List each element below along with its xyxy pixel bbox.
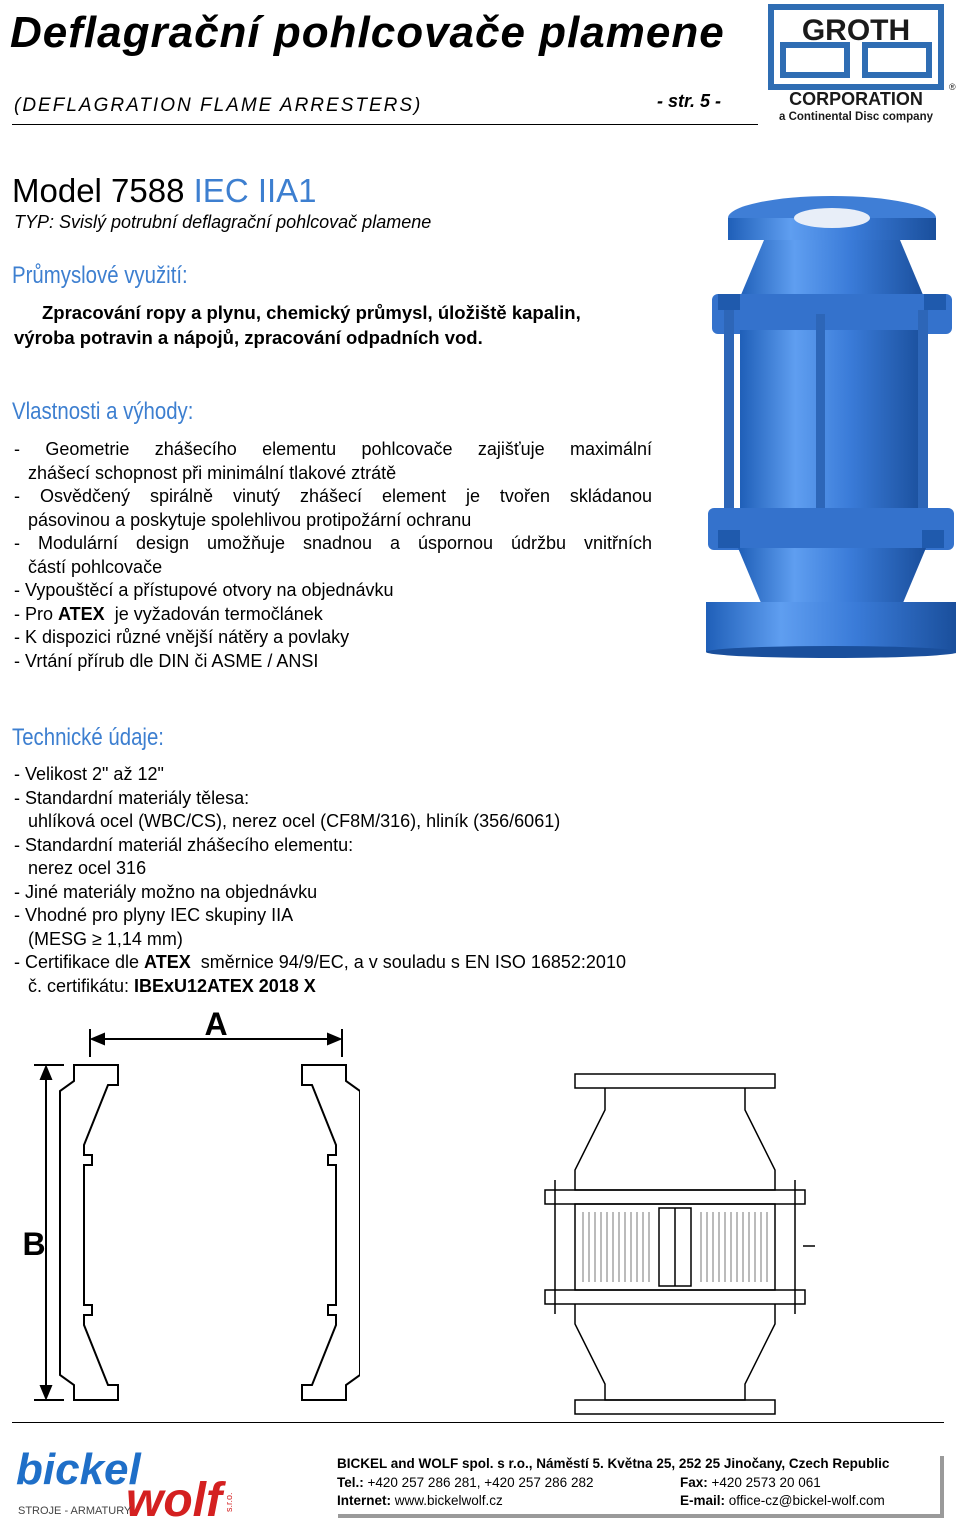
certificate-line [14,975,734,999]
technical-atex-prefix: - Certifikace dle [14,952,145,972]
technical-line: nerez ocel 316 [28,858,147,878]
page-number: - str. 5 - [657,91,722,111]
usage-heading: Průmyslové využití: [12,262,188,289]
feature-atex-suffix: je vyžadován termočlánek [104,603,323,624]
usage-text [14,300,654,350]
feature-line: zhášecí schopnost při minimální tlakové ztrátě [28,462,397,483]
feature-line: pásovinou a poskytuje spolehlivou protipožární ochranu [28,509,472,530]
logo-bickel-word: bickel [16,1445,141,1494]
feature-line: - Modulární design umožňuje snadnou a úspornou údržbu vnitřních [14,533,652,553]
feature-line: - Vypouštěcí a přístupové otvory na objednávku [14,580,394,600]
technical-atex-bold: ATEX [144,952,191,972]
technical-line: uhlíková ocel (WBC/CS), nerez ocel (CF8M/316), hliník (356/6061) [28,811,561,831]
footer-phone [337,1475,593,1490]
feature-line-atex [14,603,652,627]
model-type: TYP: Svislý potrubní deflagrační pohlcovač plamene [14,212,432,232]
technical-line-atex [14,951,734,975]
groth-logo [766,2,956,124]
document-subtitle: (DEFLAGRATION FLAME ARRESTERS) [14,95,423,116]
technical-list [14,763,734,998]
technical-atex-suffix: směrnice 94/9/EC, a v souladu s EN ISO 16852:2010 [190,952,626,972]
technical-line: - Vhodné pro plyny IEC skupiny IIA [14,905,294,925]
footer-fax [680,1475,821,1490]
footer-phone-value: +420 257 286 281, +420 257 286 282 [363,1475,594,1490]
header-divider [12,124,758,125]
feature-line: částí pohlcovače [28,556,163,577]
groth-logo-tagline: a Continental Disc company [778,111,934,123]
footer-phone-label: Tel.: [337,1475,364,1490]
logo-tagline: STROJE - ARMATURY [18,1505,132,1517]
model-heading [12,172,317,210]
features-heading: Vlastnosti a výhody: [12,398,194,425]
usage-line-2: výroba potravin a nápojů, zpracování odpadních vod. [14,327,483,348]
technical-line: (MESG ≥ 1,14 mm) [28,928,183,949]
technical-line: - Standardní materiál zhášecího elementu: [14,834,354,855]
technical-line: - Standardní materiály tělesa: [14,787,250,808]
certificate-label: č. certifikátu: [28,975,135,996]
bickel-wolf-logo [14,1440,244,1520]
footer-web-link[interactable]: www.bickelwolf.cz [391,1493,503,1508]
model-class: IEC IIA1 [193,172,317,209]
footer-contact-box [334,1452,940,1514]
footer-fax-value: +420 2573 20 061 [707,1475,821,1490]
footer-email[interactable] [680,1493,885,1508]
certificate-number: IBExU12ATEX 2018 X [134,975,316,996]
document-title: Deflagrační pohlcovače plamene [10,8,725,57]
features-list [14,438,652,673]
footer-fax-label: Fax: [680,1475,708,1490]
dimension-b-label: B [22,1226,46,1262]
product-photo [704,190,956,660]
dimension-drawing [20,1005,360,1410]
feature-line: - Osvědčený spirálně vinutý zhášecí element je tvořen skládanou [14,486,652,506]
groth-logo-word: GROTH [801,14,911,47]
footer-email-link[interactable]: office-cz@bickel-wolf.com [725,1493,885,1508]
feature-atex-prefix: - Pro [14,603,59,624]
logo-wolf-word: wolf [126,1474,222,1520]
feature-line: - Geometrie zhášecího elementu pohlcovače zajišťuje maximální [14,439,652,459]
technical-line: - Jiné materiály možno na objednávku [14,881,318,902]
feature-atex-bold: ATEX [58,603,105,624]
feature-line: - K dispozici různé vnější nátěry a povlaky [14,627,350,647]
footer-email-label: E-mail: [680,1493,726,1508]
footer-divider [12,1422,944,1423]
model-name: Model 7588 [12,172,194,209]
sectional-drawing [535,1070,815,1415]
usage-line-1: Zpracování ropy a plynu, chemický průmysl, úložiště kapalin, [42,302,581,323]
dimension-a-label: A [204,1006,228,1042]
footer-web[interactable] [337,1493,503,1508]
groth-logo-corporation: CORPORATION [789,89,923,109]
feature-line: - Vrtání přírub dle DIN či ASME / ANSI [14,650,319,671]
logo-sro: s.r.o. [224,1492,234,1512]
technical-line: - Velikost 2" až 12" [14,764,164,784]
technical-heading: Technické údaje: [12,724,164,751]
footer-company: BICKEL and WOLF spol. s r.o., Náměstí 5. Května 25, 252 25 Jinočany, Czech Republic [337,1456,890,1471]
groth-logo-reg: ® [949,82,956,92]
footer-web-label: Internet: [337,1493,391,1508]
